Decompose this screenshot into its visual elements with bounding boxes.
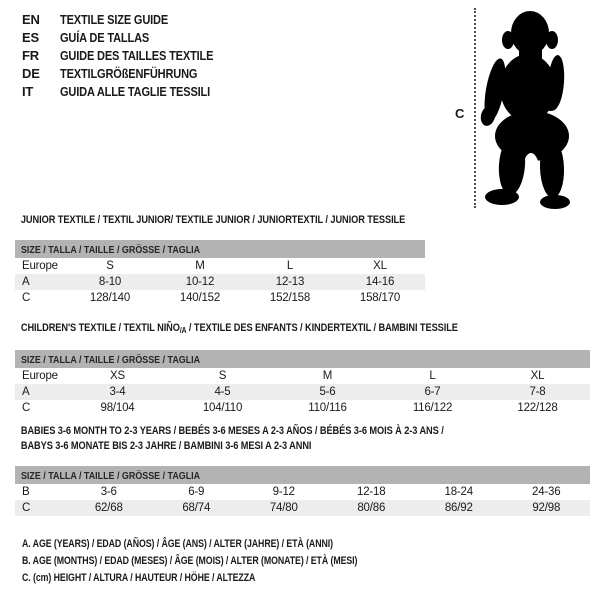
- table-header-bar: [15, 350, 590, 368]
- table-row: [15, 500, 590, 516]
- table-header-label: SIZE / TALLA / TAILLE / GRÖSSE / TAGLIA: [20, 354, 201, 366]
- language-row-es: [22, 30, 240, 48]
- size-cell: 5-6: [275, 384, 380, 400]
- size-cell: 62/68: [65, 500, 153, 516]
- title-subscript: /A: [179, 326, 187, 335]
- row-label: Europe: [22, 370, 58, 382]
- size-cell: 98/104: [100, 402, 135, 414]
- size-cell: 12-18: [357, 486, 386, 498]
- size-cell: M: [195, 260, 205, 272]
- row-label: A: [15, 384, 65, 400]
- note-age-years: A. AGE (YEARS) / EDAD (AÑOS) / ÂGE (ANS) / ALTER (JAHRE) / ETÀ (ANNI): [22, 538, 333, 550]
- size-cell: S: [218, 370, 227, 382]
- size-cell: L: [286, 260, 294, 272]
- row-label: A: [15, 274, 65, 290]
- table-row: [15, 258, 425, 274]
- row-label: C: [15, 500, 65, 516]
- children-table-title: [15, 321, 498, 338]
- size-cell: XS: [110, 370, 125, 382]
- language-label: GUÍA DE TALLAS: [60, 30, 150, 45]
- size-cell: XL: [530, 370, 545, 382]
- language-code: IT: [22, 84, 34, 99]
- size-cell: 140/152: [179, 292, 221, 304]
- size-cell: 80/86: [328, 500, 416, 516]
- row-label: Europe: [22, 260, 58, 272]
- row-label: B: [22, 486, 30, 498]
- size-cell: 74/80: [240, 500, 328, 516]
- size-cell: 92/98: [503, 500, 591, 516]
- table-header-bar: [15, 240, 425, 258]
- size-cell: 110/116: [308, 402, 347, 414]
- note-height: C. (cm) HEIGHT / ALTURA / HAUTEUR / HÖHE / ALTEZZA: [22, 572, 256, 584]
- language-code: EN: [22, 12, 40, 27]
- size-cell: 24-36: [532, 486, 561, 498]
- language-row-de: [22, 66, 240, 84]
- babies-table-title: [15, 424, 498, 454]
- size-cell: 152/158: [269, 292, 311, 304]
- size-cell: 128/140: [89, 292, 131, 304]
- language-code: DE: [22, 66, 40, 81]
- height-dimension-label: C: [455, 106, 465, 121]
- table-header-label: SIZE / TALLA / TAILLE / GRÖSSE / TAGLIA: [20, 244, 201, 256]
- babies-size-table: [15, 466, 590, 516]
- size-cell: 6-7: [380, 384, 485, 400]
- size-cell: 158/170: [359, 292, 401, 304]
- language-row-fr: [22, 48, 240, 66]
- language-row-it: [22, 84, 240, 102]
- size-cell: 122/128: [517, 402, 558, 414]
- legend-notes: [22, 536, 441, 587]
- language-list: [22, 12, 240, 102]
- language-label: GUIDE DES TAILLES TEXTILE: [60, 48, 214, 63]
- height-measure-figure: [440, 0, 600, 215]
- baby-silhouette-icon: [440, 0, 600, 215]
- table-header-bar: [15, 466, 590, 484]
- children-textile-section: [15, 321, 590, 416]
- table-row: [15, 274, 425, 290]
- size-cell: 68/74: [153, 500, 241, 516]
- title-line-1: BABIES 3-6 MONTH TO 2-3 YEARS / BEBÉS 3-6 MESES A 2-3 AÑOS / BÉBÉS 3-6 MOIS À 2-3 ANS /: [20, 425, 444, 437]
- babies-textile-section: [15, 424, 590, 516]
- junior-table-title: JUNIOR TEXTILE / TEXTIL JUNIOR/ TEXTILE JUNIOR / JUNIORTEXTIL / JUNIOR TESSILE: [20, 214, 406, 226]
- size-cell: S: [106, 260, 114, 272]
- size-cell: 6-9: [188, 486, 205, 498]
- table-row: [15, 290, 425, 306]
- size-cell: 7-8: [485, 384, 590, 400]
- size-cell: M: [322, 370, 333, 382]
- size-cell: 3-4: [65, 384, 170, 400]
- junior-size-table: [15, 240, 425, 306]
- size-cell: 116/122: [412, 402, 453, 414]
- table-row: [15, 484, 590, 500]
- title-line-2: BABYS 3-6 MONATE BIS 2-3 JAHRE / BAMBINI 3-6 MESI A 2-3 ANNI: [20, 440, 312, 452]
- row-label: C: [22, 402, 31, 414]
- title-text: CHILDREN'S TEXTILE / TEXTIL NIÑO: [20, 322, 180, 334]
- table-row: [15, 400, 590, 416]
- size-cell: 4-5: [170, 384, 275, 400]
- row-label: C: [22, 292, 31, 304]
- size-cell: 8-10: [65, 274, 155, 290]
- table-row: [15, 384, 590, 400]
- table-header-label: SIZE / TALLA / TAILLE / GRÖSSE / TAGLIA: [20, 470, 201, 482]
- size-cell: 10-12: [155, 274, 245, 290]
- size-cell: 9-12: [272, 486, 295, 498]
- language-row-en: [22, 12, 240, 30]
- children-size-table: [15, 350, 590, 416]
- size-cell: 3-6: [100, 486, 117, 498]
- language-label: GUIDA ALLE TAGLIE TESSILI: [60, 84, 211, 99]
- language-label: TEXTILE SIZE GUIDE: [60, 12, 169, 27]
- language-code: FR: [22, 48, 39, 63]
- size-cell: 12-13: [245, 274, 335, 290]
- title-text: / TEXTILE DES ENFANTS / KINDERTEXTIL / BAMBINI TESSILE: [186, 322, 458, 334]
- size-cell: L: [429, 370, 436, 382]
- size-cell: 14-16: [335, 274, 425, 290]
- size-cell: 104/110: [202, 402, 243, 414]
- size-cell: 18-24: [444, 486, 473, 498]
- table-row: [15, 368, 590, 384]
- note-age-months: B. AGE (MONTHS) / EDAD (MESES) / ÂGE (MOIS) / ALTER (MONATE) / ETÀ (MESI): [22, 555, 358, 567]
- language-label: TEXTILGRÖßENFÜHRUNG: [60, 66, 198, 81]
- size-cell: 86/92: [415, 500, 503, 516]
- size-cell: XL: [373, 260, 387, 272]
- language-code: ES: [22, 30, 39, 45]
- junior-textile-section: [15, 213, 425, 306]
